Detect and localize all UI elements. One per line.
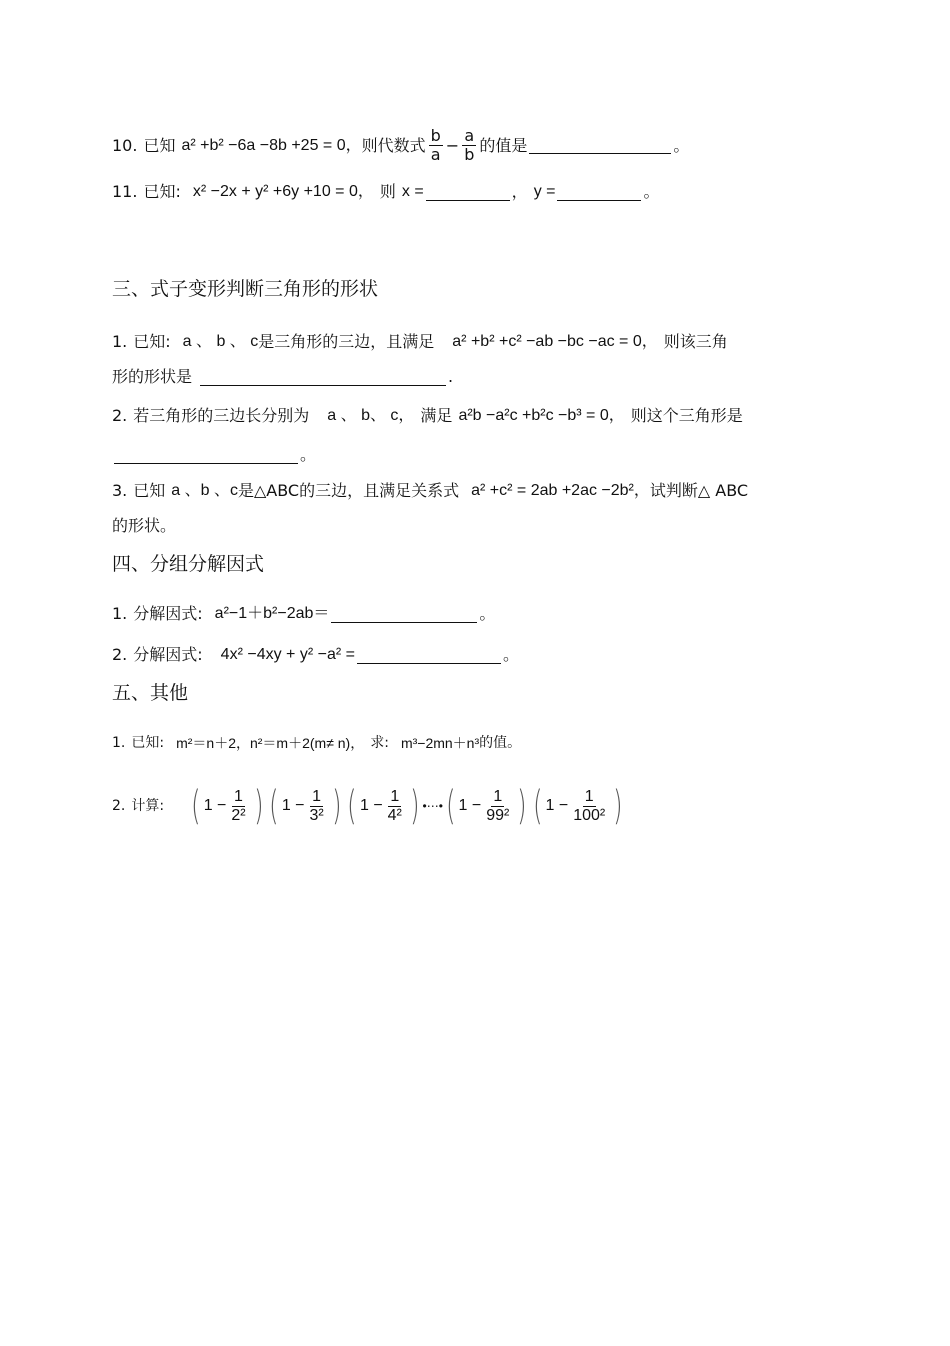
fraction xyxy=(308,788,326,825)
section4-question-1 xyxy=(112,603,495,625)
term-one-minus: 1 − xyxy=(458,797,482,814)
section5-question-2 xyxy=(112,784,626,828)
expression: 4x² −4xy + y² −a² = xyxy=(220,646,355,663)
period: 。 xyxy=(300,445,317,464)
equation: x² −2x + y² +6y +10 = 0， xyxy=(192,183,374,200)
numerator: a xyxy=(464,126,475,145)
question-number: 1. xyxy=(112,332,128,351)
question-text: 则这个三角形是 xyxy=(630,406,743,425)
minus-sign: − xyxy=(445,135,460,155)
section3-question-3-line2: 的形状。 xyxy=(112,516,177,535)
section3-question-1 xyxy=(112,331,728,353)
question-text: 的值是 xyxy=(479,135,528,155)
period: 。 xyxy=(502,645,519,664)
term-one-minus: 1 − xyxy=(203,797,227,814)
question-text: 分解因式: xyxy=(133,604,203,623)
question-text: 若三角形的三边长分别为 xyxy=(133,406,310,425)
equation: m²＝n＋2，n²＝m＋2(m≠ n)， xyxy=(176,735,365,751)
denominator: 4² xyxy=(387,806,402,824)
question-text: 求: xyxy=(370,735,389,751)
question-text: 则代数式 xyxy=(361,135,426,155)
question-number: 2. xyxy=(112,798,126,814)
equation: a² +c² = 2ab +2ac −2b²， xyxy=(471,482,650,499)
denominator: b xyxy=(464,145,475,164)
question-text: 计算: xyxy=(131,798,165,814)
section3-question-2-line2 xyxy=(112,444,316,466)
question-number: 1. xyxy=(112,735,126,751)
denominator: 3² xyxy=(309,806,324,824)
denominator: 99² xyxy=(486,806,510,824)
answer-blank[interactable] xyxy=(200,369,446,386)
x-answer-blank[interactable] xyxy=(426,184,510,201)
question-text: 则该三角 xyxy=(663,332,728,351)
term-one-minus: 1 − xyxy=(359,797,383,814)
question-11 xyxy=(112,181,660,203)
numerator: 1 xyxy=(390,787,400,805)
section3-question-3 xyxy=(112,480,748,502)
y-answer-blank[interactable] xyxy=(557,184,641,201)
section-heading: 三、式子变形判断三角形的形状 xyxy=(112,278,379,300)
variables: a 、b 、c xyxy=(171,482,238,499)
question-text: 是三角形的三边，且满足 xyxy=(258,332,435,351)
section4-question-2 xyxy=(112,644,519,666)
left-paren: ( xyxy=(191,783,201,829)
period: 。 xyxy=(479,604,496,623)
numerator: 1 xyxy=(493,787,503,805)
question-number: 3. xyxy=(112,481,128,500)
expression: a²−1＋b²−2ab＝ xyxy=(214,605,330,622)
x-label: x = xyxy=(401,183,424,200)
right-paren: ) xyxy=(517,783,527,829)
question-text: 则 xyxy=(379,182,396,201)
denominator: 2² xyxy=(231,806,246,824)
section-heading: 四、分组分解因式 xyxy=(112,553,265,575)
question-10 xyxy=(112,127,689,164)
answer-blank[interactable] xyxy=(114,447,298,464)
question-text: 已知 xyxy=(133,481,166,500)
question-text: 试判断△ ABC xyxy=(649,481,749,500)
fraction xyxy=(386,788,404,825)
question-text: 形的形状是 xyxy=(112,367,193,386)
question-text: 满足 xyxy=(420,406,453,425)
question-number: 1. xyxy=(112,604,128,623)
numerator: 1 xyxy=(584,787,594,805)
answer-blank[interactable] xyxy=(331,606,477,623)
fraction xyxy=(484,788,511,825)
numerator: b xyxy=(430,126,441,145)
question-text: 分解因式: xyxy=(133,645,203,664)
fraction xyxy=(571,788,607,825)
period: 。 xyxy=(673,135,690,155)
section5-question-1 xyxy=(112,732,521,754)
answer-blank[interactable] xyxy=(529,137,671,154)
fraction-b-over-a xyxy=(429,127,443,164)
period: . xyxy=(448,367,454,386)
numerator: 1 xyxy=(312,787,322,805)
right-paren: ) xyxy=(410,783,420,829)
right-paren: ) xyxy=(613,783,623,829)
left-paren: ( xyxy=(533,783,543,829)
equation: a²b −a²c +b²c −b³ = 0， xyxy=(458,407,625,424)
equation: a² +b² −6a −8b +25 = 0， xyxy=(181,136,362,154)
question-number: 10. xyxy=(112,135,138,155)
numerator: 1 xyxy=(234,787,243,805)
product-expression xyxy=(188,783,626,829)
comma: ， xyxy=(511,182,528,201)
right-paren: ) xyxy=(253,783,264,829)
question-text: 是△ABC的三边，且满足关系式 xyxy=(237,481,460,500)
section-heading: 五、其他 xyxy=(112,682,189,704)
section3-question-1-line2 xyxy=(112,366,453,388)
fraction-a-over-b xyxy=(462,127,476,164)
denominator: a xyxy=(430,145,441,164)
variables: a 、 b、 c， xyxy=(327,407,415,424)
question-text: 已知: xyxy=(133,332,171,351)
ellipsis: •⋯• xyxy=(422,799,443,813)
variables: a 、 b 、 c xyxy=(182,333,259,350)
left-paren: ( xyxy=(446,783,456,829)
question-text: 的值。 xyxy=(479,735,522,751)
term-one-minus: 1 − xyxy=(281,797,305,814)
question-text: 已知 xyxy=(143,135,176,155)
left-paren: ( xyxy=(269,783,279,829)
term-one-minus: 1 − xyxy=(545,797,569,814)
y-label: y = xyxy=(533,183,556,200)
question-text: 已知: xyxy=(131,735,165,751)
right-paren: ) xyxy=(331,783,342,829)
expression: m³−2mn＋n³ xyxy=(400,735,480,751)
left-paren: ( xyxy=(347,783,357,829)
question-number: 2. xyxy=(112,645,128,664)
section3-question-2 xyxy=(112,405,743,427)
question-text: 已知: xyxy=(143,182,181,201)
fraction xyxy=(229,788,247,825)
question-number: 11. xyxy=(112,182,138,201)
question-number: 2. xyxy=(112,406,128,425)
denominator: 100² xyxy=(573,806,606,824)
period: 。 xyxy=(643,182,660,201)
answer-blank[interactable] xyxy=(357,647,501,664)
equation: a² +b² +c² −ab −bc −ac = 0， xyxy=(452,333,658,350)
